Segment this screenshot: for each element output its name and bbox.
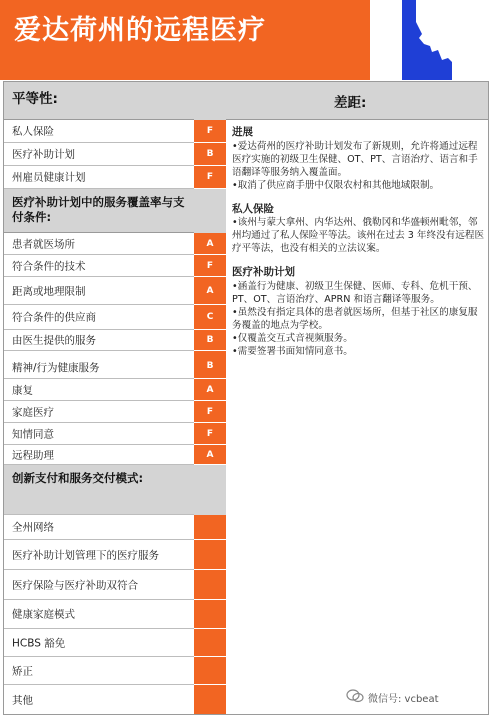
medicaid-item: •需要签署书面知情同意书。 <box>232 345 353 357</box>
row-label: 医疗补助计划管理下的医疗服务 <box>12 549 159 561</box>
row-label: 家庭医疗 <box>12 406 54 418</box>
progress-title: 进展 <box>232 126 253 138</box>
row-label: 符合条件的供应商 <box>12 311 96 324</box>
progress-item: •取消了供应商手册中仅限农村和其他地域限制。 <box>232 179 440 191</box>
models-header <box>4 465 194 515</box>
table-row <box>4 305 194 330</box>
watermark-text: 微信号: vcbeat <box>368 694 439 705</box>
page-title: 爱达荷州的远程医疗 <box>14 15 266 46</box>
table-row <box>4 120 194 143</box>
table-row <box>4 540 194 570</box>
row-label: 由医生提供的服务 <box>12 334 96 347</box>
row-label: 康复 <box>12 384 33 396</box>
row-label: 远程助理 <box>12 449 54 461</box>
grade-badge <box>194 351 226 379</box>
row-label: 州雇员健康计划 <box>12 171 86 184</box>
grade-value: C <box>206 312 214 322</box>
grade-badge <box>194 657 226 685</box>
grade-value: F <box>206 126 214 136</box>
row-label: 健康家庭模式 <box>12 608 75 621</box>
row-label: 矫正 <box>12 665 33 677</box>
grade-value: A <box>206 238 214 249</box>
grade-badge <box>194 600 226 629</box>
table-row <box>4 423 194 445</box>
row-label: 知情同意 <box>12 428 54 440</box>
grade-badge <box>194 540 226 570</box>
medicaid-item: •仅覆盖交互式音视频服务。 <box>232 332 353 344</box>
table-row <box>4 351 194 379</box>
table-row <box>4 600 194 629</box>
table-row <box>4 685 194 714</box>
table-row <box>4 233 194 255</box>
grade-badge <box>194 685 226 714</box>
grade-value: A <box>206 285 214 296</box>
table-row <box>4 166 194 189</box>
grade-value: A <box>206 384 214 395</box>
row-label: 全州网络 <box>12 521 54 534</box>
grade-value: F <box>206 406 214 417</box>
medicaid-title: 医疗补助计划 <box>232 266 295 279</box>
row-label: 距离或地理限制 <box>12 285 86 297</box>
medicaid-item: •虽然没有指定具体的患者就医场所，但基于社区的康复服务覆盖的地点为学校。 <box>232 306 478 331</box>
coverage-header <box>4 189 194 233</box>
table-row <box>4 255 194 277</box>
table-row <box>4 445 194 465</box>
grade-badge <box>194 330 226 351</box>
parity-header-label: 平等性: <box>12 91 58 107</box>
grade-badge <box>194 305 226 330</box>
grade-badge <box>194 515 226 540</box>
row-label: 医疗补助计划 <box>12 148 75 161</box>
grade-badge <box>194 570 226 600</box>
table-row <box>4 515 194 540</box>
private-insurance-item: •该州与蒙大拿州、内华达州、俄勒冈和华盛顿州毗邻，邻州均通过了私人保险平等法。该州在过去 3 年终没有远程医疗平等法，也没有相关的立法议案。 <box>232 217 485 255</box>
parity-header <box>4 82 194 120</box>
grade-badge <box>194 120 226 143</box>
grade-value: A <box>206 449 214 460</box>
grade-badge <box>194 629 226 657</box>
grade-value: F <box>206 428 214 439</box>
telehealth-table <box>3 81 489 715</box>
grade-value: F <box>206 172 214 182</box>
table-row <box>4 143 194 166</box>
grade-value: F <box>206 260 214 271</box>
grade-value: B <box>206 335 214 345</box>
medicaid-item: •涵盖行为健康、初级卫生保健、医师、专科、危机干预、PT、OT、言语治疗、APRN 和语言翻译等服务。 <box>232 281 478 305</box>
grade-badge <box>194 401 226 423</box>
gaps-header-label: 差距: <box>334 95 367 111</box>
table-row <box>4 570 194 600</box>
grade-badge <box>194 277 226 305</box>
wechat-icon <box>346 689 364 703</box>
models-header-label: 创新支付和服务交付模式: <box>12 471 144 485</box>
table-row <box>4 657 194 685</box>
row-label: 医疗保险与医疗补助双符合 <box>12 579 138 591</box>
coverage-header-label: 医疗补助计划中的服务覆盖率与支付条件: <box>12 195 185 224</box>
grade-badge <box>194 143 226 166</box>
grade-badge <box>194 255 226 277</box>
gaps-header <box>226 82 488 120</box>
table-row <box>4 277 194 305</box>
grade-badge <box>194 445 226 465</box>
page-header <box>0 0 491 80</box>
table-row <box>4 629 194 657</box>
table-row <box>4 330 194 351</box>
grade-badge <box>194 166 226 189</box>
title-band <box>0 0 370 80</box>
row-label: 患者就医场所 <box>12 238 75 250</box>
row-label: 精神/行为健康服务 <box>12 362 100 374</box>
row-label: 其他 <box>12 694 33 706</box>
gaps-content <box>232 126 486 359</box>
grade-value: B <box>206 149 214 159</box>
row-label: 私人保险 <box>12 125 54 138</box>
row-label: HCBS 豁免 <box>12 637 66 649</box>
grade-badge <box>194 423 226 445</box>
grade-badge <box>194 379 226 401</box>
row-label: 符合条件的技术 <box>12 260 86 272</box>
table-row <box>4 379 194 401</box>
idaho-map-icon <box>372 0 491 80</box>
table-row <box>4 401 194 423</box>
private-insurance-title: 私人保险 <box>232 202 274 215</box>
grade-value: B <box>206 361 214 371</box>
grade-badge <box>194 233 226 255</box>
progress-item: •爱达荷州的医疗补助计划发布了新规则，允许将通过远程医疗实施的初级卫生保健、OT、PT、言语治疗、语言和手语翻译等服务纳入覆盖面。 <box>232 140 478 178</box>
